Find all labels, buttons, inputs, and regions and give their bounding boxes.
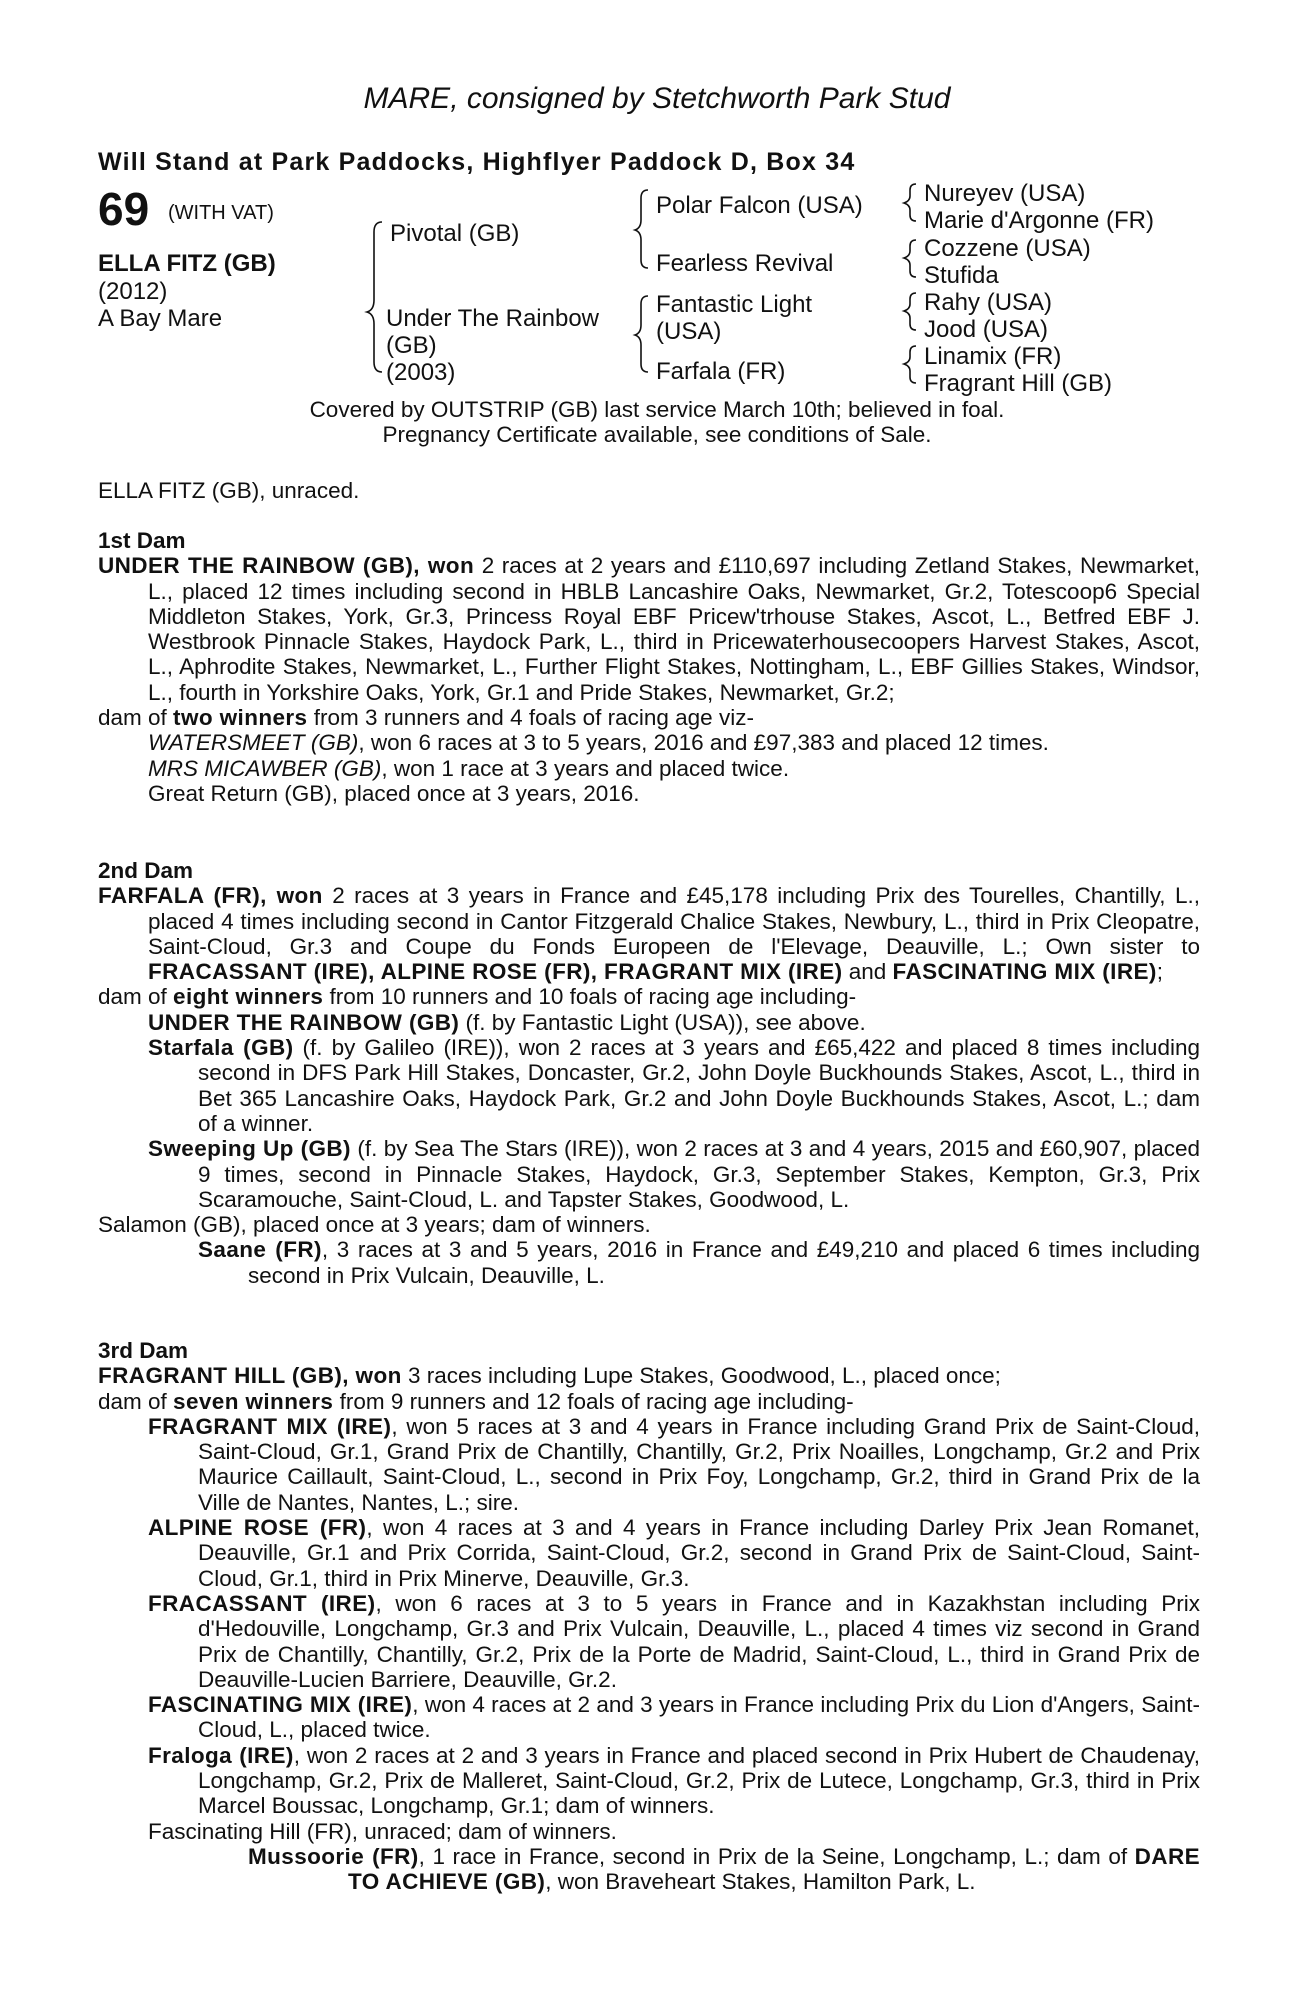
pedigree-dam-line3: (2003) — [386, 359, 456, 386]
pedigree-g5: Rahy (USA) — [924, 289, 1053, 316]
vat-note: (WITH VAT) — [168, 202, 274, 224]
pedigree-dam-line2: (GB) — [386, 332, 437, 359]
produce-item: Fascinating Hill (FR), unraced; dam of winners. — [148, 1818, 617, 1844]
horse-name: ELLA FITZ (GB) — [98, 250, 276, 277]
pedigree-g8: Fragrant Hill (GB) — [924, 370, 1113, 397]
second-dam-heading: 2nd Dam — [98, 858, 194, 883]
produce-item: UNDER THE RAINBOW (GB) (f. by Fantastic Light (USA)), see above. — [148, 1009, 866, 1035]
first-dam-name: UNDER THE RAINBOW (GB), won — [98, 553, 475, 579]
third-dam-heading: 3rd Dam — [98, 1338, 189, 1363]
pedigree-g3: Cozzene (USA) — [924, 235, 1091, 262]
covering-note — [0, 397, 1314, 447]
horse-description: A Bay Mare — [98, 305, 223, 332]
pedigree-sire-dam: Fearless Revival — [656, 250, 834, 277]
pedigree-sire: Pivotal (GB) — [390, 220, 520, 247]
pedigree-g7: Linamix (FR) — [924, 343, 1062, 370]
bracket-sire-dam — [367, 222, 382, 372]
pedigree-g6: Jood (USA) — [924, 316, 1049, 343]
pedigree-dam-dam: Farfala (FR) — [656, 358, 786, 385]
bracket-dam-line — [635, 296, 648, 372]
produce-item: Great Return (GB), placed once at 3 years, 2016. — [148, 780, 640, 806]
second-dam-section — [98, 858, 1200, 1288]
first-dam-record: UNDER THE RAINBOW (GB), won 2 races at 2 years and £110,697 including Zetland Stakes, Newmarket, L., placed 12 times including second in HBLB Lancashire Oaks, Newmarket, Gr.2, Totescoop6 Special Middleton Stakes, York, Gr.3, Princess Royal EBF Pricew'trhouse Stakes, Ascot, L., Betfred EBF J. Westbrook Pinnacle Stakes, Haydock Park, L., third in Pricewaterhousecoopers Harvest Stakes, Ascot, L., Aphrodite Stakes, Newmarket, L., Further Flight Stakes, Nottingham, L., EBF Gillies Stakes, Windsor, L., fourth in Yorkshire Oaks, York, Gr.1 and Pride Stakes, Newmarket, Gr.2; — [98, 553, 1200, 705]
consignment-title: MARE, consigned by Stetchworth Park Stud — [363, 82, 951, 115]
third-dam-produce-summary: dam of seven winners from 9 runners and 12 foals of racing age including- — [98, 1388, 854, 1414]
bracket-g4 — [904, 346, 916, 383]
covering-line1: Covered by OUTSTRIP (GB) last service March 10th; believed in foal. — [309, 397, 1005, 422]
produce-item: Fraloga (IRE), won 2 races at 2 and 3 years in France and placed second in Prix Hubert de Chaudenay, Longchamp, Gr.2, Prix de Malleret, Saint-Cloud, Gr.2, Prix de Lutece, Longchamp, Gr.3, third in Prix Marcel Boussac, Longchamp, Gr.1; dam of winners. — [148, 1742, 1200, 1819]
stand-location: Will Stand at Park Paddocks, Highflyer Paddock D, Box 34 — [98, 148, 856, 176]
third-dam-record: FRAGRANT HILL (GB), won 3 races including Lupe Stakes, Goodwood, L., placed once; — [98, 1363, 1001, 1389]
produce-item: FRAGRANT MIX (IRE), won 5 races at 3 and 4 years in France including Grand Prix de Saint-Cloud, Saint-Cloud, Gr.1, Grand Prix de Chantilly, Chantilly, Gr.2, Prix Noailles, Longchamp, Gr.2 and Prix Maurice Caillault, Saint-Cloud, L., second in Prix Foy, Longchamp, Gr.2, third in Grand Prix de la Ville de Nantes, Nantes, L.; sire. — [148, 1413, 1200, 1515]
lot-number: 69 — [98, 183, 150, 235]
first-dam-section — [98, 528, 1200, 806]
pedigree-dam-sire-line2: (USA) — [656, 318, 722, 345]
covering-line2: Pregnancy Certificate available, see conditions of Sale. — [382, 422, 932, 447]
first-dam-produce-summary: dam of two winners from 3 runners and 4 foals of racing age viz- — [98, 705, 754, 731]
produce-item: Mussoorie (FR), 1 race in France, second in Prix de la Seine, Longchamp, L.; dam of DARE TO ACHIEVE (GB), won Braveheart Stakes, Hamilton Park, L. — [248, 1843, 1200, 1895]
produce-item: Starfala (GB) (f. by Galileo (IRE)), won 2 races at 3 years and £65,422 and placed 8 times including second in DFS Park Hill Stakes, Doncaster, Gr.2, John Doyle Buckhounds Stakes, Ascot, L., third in Bet 365 Lancashire Oaks, Haydock Park, Gr.2 and John Doyle Buckhounds Stakes, Ascot, L.; dam of a winner. — [148, 1035, 1200, 1136]
pedigree-dam-line1: Under The Rainbow — [386, 305, 600, 332]
pedigree-g2: Marie d'Argonne (FR) — [924, 207, 1154, 234]
produce-item: Saane (FR), 3 races at 3 and 5 years, 2016 in France and £49,210 and placed 6 times including second in Prix Vulcain, Deauville, L. — [198, 1237, 1200, 1288]
produce-item: Salamon (GB), placed once at 3 years; dam of winners. — [98, 1212, 651, 1238]
produce-item: FASCINATING MIX (IRE), won 4 races at 2 and 3 years in France including Prix du Lion d'Angers, Saint-Cloud, L., placed twice. — [148, 1692, 1200, 1743]
horse-foaled-year: (2012) — [98, 278, 168, 305]
pedigree-dam-sire-line1: Fantastic Light — [656, 291, 813, 318]
produce-item: MRS MICAWBER (GB), won 1 race at 3 years and placed twice. — [148, 755, 790, 781]
first-dam-heading: 1st Dam — [98, 528, 186, 553]
produce-item: WATERSMEET (GB), won 6 races at 3 to 5 years, 2016 and £97,383 and placed 12 times. — [148, 730, 1049, 756]
produce-item: ALPINE ROSE (FR), won 4 races at 3 and 4 years in France including Darley Prix Jean Romanet, Deauville, Gr.1 and Prix Corrida, Saint-Cloud, Gr.2, second in Grand Prix de Saint-Cloud, Saint-Cloud, Gr.1, third in Prix Minerve, Deauville, Gr.3. — [148, 1515, 1201, 1591]
pedigree-g1: Nureyev (USA) — [924, 180, 1086, 207]
bracket-g2 — [904, 240, 916, 277]
second-dam-record: FARFALA (FR), won 2 races at 3 years in France and £45,178 including Prix des Tourelles, Chantilly, L., placed 4 times including second in Cantor Fitzgerald Chalice Stakes, Newbury, L., third in Prix Cleopatre, Saint-Cloud, Gr.3 and Coupe du Fonds Europeen de l'Elevage, Deauville, L.; Own sister to FRACASSANT (IRE), ALPINE ROSE (FR), FRAGRANT MIX (IRE) and FASCINATING MIX (IRE); — [98, 883, 1200, 985]
pedigree-g4: Stufida — [924, 262, 999, 289]
bracket-g1 — [904, 184, 916, 221]
bracket-sire-line — [635, 190, 648, 268]
third-dam-section — [98, 1338, 1200, 1895]
bracket-g3 — [904, 293, 916, 330]
produce-item: Sweeping Up (GB) (f. by Sea The Stars (IRE)), won 2 races at 3 and 4 years, 2015 and £60,907, placed 9 times, second in Pinnacle Stakes, Haydock, Gr.3, September Stakes, Kempton, Gr.3, Prix Scaramouche, Saint-Cloud, L. and Tapster Stakes, Goodwood, L. — [148, 1136, 1200, 1212]
pedigree-sire-sire: Polar Falcon (USA) — [656, 192, 863, 219]
intro-line: ELLA FITZ (GB), unraced. — [98, 478, 360, 503]
produce-item: FRACASSANT (IRE), won 6 races at 3 to 5 years in France and in Kazakhstan including Prix d'Hedouville, Longchamp, Gr.3 and Prix Vulcain, Deauville, L., placed 4 times viz second in Grand Prix de Chantilly, Chantilly, Gr.2, Prix de la Porte de Madrid, Saint-Cloud, L., third in Grand Prix de Deauville-Lucien Barriere, Deauville, Gr.2. — [148, 1590, 1200, 1692]
second-dam-produce-summary: dam of eight winners from 10 runners and 10 foals of racing age including- — [98, 984, 857, 1010]
